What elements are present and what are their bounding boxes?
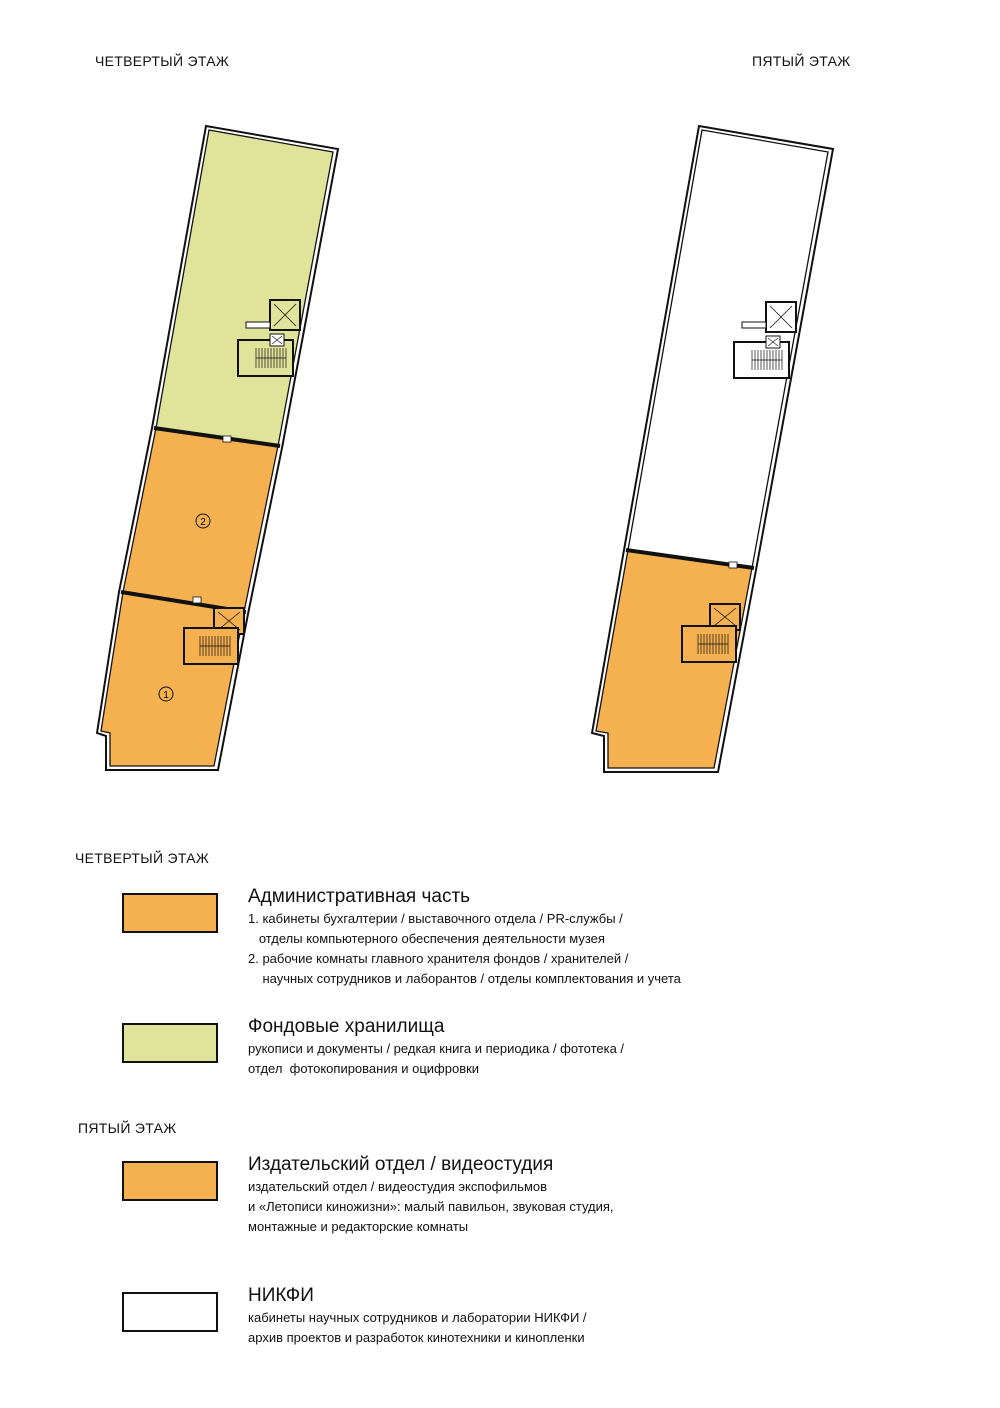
fifth-floor-plan	[592, 126, 833, 772]
svg-text:2: 2	[200, 517, 206, 528]
door-opening	[193, 597, 201, 603]
swatch-publishing	[122, 1161, 218, 1201]
legend-line: издательский отдел / видеостудия экспофильмов	[248, 1179, 548, 1194]
zone-nikfi	[628, 130, 828, 568]
fifth-floor-title: ПЯТЫЙ ЭТАЖ	[752, 53, 851, 69]
legend-line: научных сотрудников и лаборантов / отделы комплектования и учета	[248, 971, 681, 986]
svg-text:1: 1	[163, 690, 169, 701]
legend-fifth-title: ПЯТЫЙ ЭТАЖ	[78, 1120, 177, 1136]
legend-line: кабинеты научных сотрудников и лаборатории НИКФИ /	[248, 1310, 587, 1325]
legend-title: Фондовые хранилища	[248, 1016, 445, 1037]
legend-line: 2. рабочие комнаты главного хранителя фондов / хранителей /	[248, 951, 629, 966]
swatch-admin	[122, 893, 218, 933]
swatch-nikfi	[122, 1292, 218, 1332]
legend-title: Издательский отдел / видеостудия	[248, 1154, 554, 1175]
zone-storage	[156, 130, 333, 446]
door-opening	[729, 562, 737, 568]
legend-item-publishing	[122, 1154, 982, 1271]
swatch-storage	[122, 1023, 218, 1063]
door-opening	[223, 436, 231, 442]
fourth-floor-plan	[97, 126, 338, 770]
legend-line: отдел фотокопирования и оцифровки	[248, 1061, 480, 1076]
legend-line: рукописи и документы / редкая книга и периодика / фототека /	[248, 1041, 625, 1056]
legend-title: Административная часть	[248, 886, 471, 907]
fourth-floor-title: ЧЕТВЕРТЫЙ ЭТАЖ	[95, 53, 230, 69]
legend-line: монтажные и редакторские комнаты	[248, 1219, 469, 1234]
legend-item-admin	[122, 886, 982, 1003]
legend-item-storage	[122, 1016, 982, 1133]
legend-line: отделы компьютерного обеспечения деятельности музея	[248, 931, 605, 946]
legend-title: НИКФИ	[248, 1285, 314, 1306]
legend-line: и «Летописи киножизни»: малый павильон, звуковая студия,	[248, 1199, 614, 1214]
legend-fourth-title: ЧЕТВЕРТЫЙ ЭТАЖ	[75, 850, 210, 866]
legend-line: архив проектов и разработок кинотехники и кинопленки	[248, 1330, 585, 1345]
legend-item-nikfi	[122, 1285, 982, 1402]
legend-line: 1. кабинеты бухгалтерии / выставочного отдела / PR-службы /	[248, 911, 623, 926]
